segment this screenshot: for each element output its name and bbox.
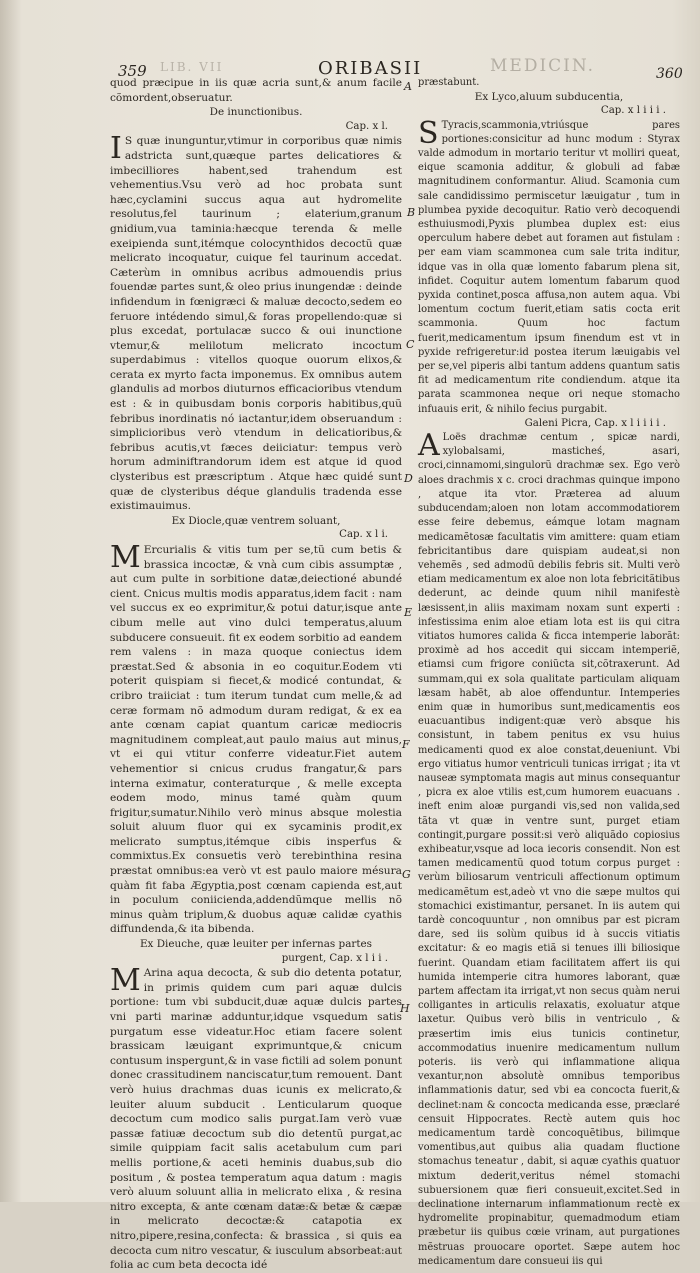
section-heading [418, 90, 680, 104]
section-heading [110, 105, 402, 120]
margin-letter-h: H [400, 1002, 410, 1015]
section-heading [110, 514, 402, 529]
chapter-label [110, 528, 402, 543]
margin-letter-c: C [406, 338, 415, 351]
gutter-shadow [0, 0, 22, 1202]
margin-letter-a: A [404, 80, 412, 93]
left-column [110, 76, 402, 1273]
paragraph-text: Ex Dieuche, quæ leuiter per infernas partes [139, 938, 373, 951]
page-number-right: 360 [656, 66, 683, 82]
paragraph-text: Cap. x l i. [339, 529, 388, 541]
drop-cap: M [110, 963, 141, 999]
margin-letter-e: E [404, 606, 413, 619]
drop-cap: S [418, 115, 439, 151]
paragraph-text: purgent, Cap. x l i i . [281, 952, 388, 964]
paragraph-text: Ercurialis & vitis tum per se,tũ cum betis & brassica incoctæ, & vnà cum cibis assumptæ , aut cum pulte in sorbitione datæ,deiectioné abundé cient. Cnicus multis modis apparatus,idem facit : nam vel succus ex eo exprimitur,& potui datur,isque ante cibum melle aut vino dulci temperatus,aluum subducere consueuit. fit ex eodem sorbitio ad eandem rem valens : in maza quoque coniectus idem præstat.Sed & absonia in eo coquitur.Eodem vti poterit quispiam si fiecet,& modicé contundat, & cribro traiiciat : tum iterum tundat cum melle,& ad ceræ formam nõ admodum duram redigat, & ex ea ante cœnam capiat quantum caricæ mediocris magnitudinem compleat,aut paulo maius aut minus, vt ei qui vtitur conferre videatur.Fiet autem vehementior si cnicus crudus frangatur,& pars interna eximatur, conteraturque , & melle excepta eodem modo, minus tamé quàm quum frigitur,sumatur.Nihilo verò minus absque molestia soluit aluum fluor qui ex sycaminis prodit,ex melicrato sumptus,itémque cibis insperfus & commixtus.Ex consuetis verò terebinthina resina præstat omnibus:ea verò vt est paulo maiore mésura quàm fit faba Ægyptia,post cœnam capienda est,aut in poculum coniicienda,addendũmque mellis nõ minus quàm triplum,& duobus aquæ calidæ cyathis diffundenda,& ita bibenda. [110, 544, 402, 936]
paragraph-text: Ex Diocle,quæ ventrem soluant, [171, 514, 341, 527]
drop-cap: M [110, 540, 141, 575]
paragraph-text: Galeni Picra, Cap. x l i i i i . [524, 417, 666, 429]
running-title: ORIBASII [318, 58, 423, 79]
drop-cap: I [110, 131, 122, 167]
margin-letter-b: B [407, 206, 416, 219]
section-heading [110, 937, 402, 952]
faint-bleedthrough-left: LIB. VII [160, 60, 224, 74]
margin-letter-d: D [404, 472, 413, 485]
paragraph [110, 540, 402, 937]
paragraph-text: quod præcipue in iis quæ acria sunt,& anum facile cõmordent,obseruatur. [110, 77, 402, 104]
paragraph-text: Tyracis,scammonia,vtriúsque pares portiones:consicitur ad hunc modum : Styrax valde admodum in mortario teritur vt molliri queat, eique scamonia additur, & globuli ad fabæ magnitudinem conformantur. Aliud. Scamonia cum sale candidissimo permiscetur læuigatur , tum in plumbea pyxide decoquitur. Ratio verò decoquendi esthuiusmodi,Pyxis plumbea duplex est: eius operculum habere debet aut foramen aut fistulam : per eam viam scammonea cum sale trita inditur, idque vas in olla quæ lomento fabarum plena sit, infidet. Coquitur autem lomentum fabarum quod pyxida continet,posca affusa,non autem aqua. Vbi lomentum coctum fuerit,etiam satis cocta erit scammonia. Quum hoc factum fuerit,medicamentum ipsum finendum est vt in pyxide refrigeretur:id postea iterum læuigabis vel per se,vel piperis albi tantum addens quantum satis fit ad medicamentum rite condiendum. atque ita parata scammonea neque ori neque stomacho infuauis erit, & nihilo fecius purgabit. [418, 119, 680, 415]
faint-bleedthrough-right: MEDICIN. [490, 56, 596, 76]
chapter-label [418, 104, 680, 118]
paragraph [418, 76, 680, 90]
paragraph [418, 115, 680, 417]
paragraph [110, 76, 402, 105]
paragraph [418, 428, 680, 1269]
chapter-label [418, 417, 680, 431]
paragraph-text: Cap. x l. [345, 120, 388, 132]
drop-cap: A [418, 428, 440, 464]
right-column [418, 76, 680, 1269]
paragraph-text: Loës drachmæ centum , spicæ nardi, xylobalsami, masticheś, asari, croci,cinnamomi,singulorũ drachmæ sex. Ego verò aloes drachmis x c. croci drachmas quinque impono , atque ita vtor. Præterea ad aluum subducendam;aloen non lotam accommodatiorem esse feire debemus, eámque lotam magnam medicamẽtosæ facultatis vim amittere: quam etiam febricitantibus dare quispiam audeat,si non vehemẽs , sed admodũ debilis febris sit. Multi verò etiam medicamentum ex aloe non lota febricitãtibus dederunt, ac deinde quum nihil manifestè læsissent,in aliis maximam noxam sunt experti : infestissima enim aloe etiam lota est iis qui citra vitiatos humores calida & ficca intemperie laborãt: proximè ad hos accedit qui siccam intemperiẽ, etiamsi cum frigore coniũcta sit,cõtraxerunt. Ad summam,qui ex sola qualitate particulam aliquam læsam habẽt, ab aloe offenduntur. Intemperies enim quæ in humoribus sunt,medicamentis eos euacuantibus indigent:quæ verò absque his consistunt, in tabem penitus ex vsu huius medicamenti quod ex aloe constat,deueniunt. Vbi ergo vitiatus humor ventriculi tunicas irrigat ; ita vt nauseæ symptomata magis aut minus consequantur , picra ex aloe vtilis est,cum humorem euacuans . ineft enim aloæ purgandi vis,sed non valida,sed tãta vt quæ in ventre sunt, purget etiam contingit,purgare possit:si verò aliquãdo copiosius exhibeatur,vsque ad loca iecoris consendit. Non est tamen medicamentũ quod totum corpus purget : verùm biliosarum ventriculi affectionum optimum medicamẽtum est,adeò vt vno die sæpe multos qui stomachici existimantur, persanet. In iis autem qui tardè concoquuntur , non omnibus par est picram dare, sed iis solùm quibus id à succis vitiatis excitatur: & eo magis etiã si tenues illi biliosique fuerint. Quandam etiam facilitatem affert iis qui humida intemperie citra humores laborant, quæ partem affectam ita irrigat,vt non secus quàm nerui colligantes in articulis relaxatis, exoluatur atque laxetur. Quibus verò bilis in ventriculo , & præsertim imis eius tunicis continetur, accommodatius inuenire medicamentum nullum poteris. iis verò qui inflammatione aliqua vexantur,non absolutè omnibus temporibus inflammationis datur, sed vbi ea concocta fuerit,& declinet:nam & concocta medicanda esse, præclaré censuit Hippocrates. Rectè autem quis hoc medicamentum tardè concoquẽtibus, bilimque vomentibus,aut quibus alia quadam fluctione stomachus teneatur , dabit, si aquæ cyathis quatuor mixtum dederit,veritus némel stomachi subuersionem quæ fieri consueuit,excitet.Sed in declinatione internarum inflammationum rectè ex hydromelite propinabitur, quemadmodum etiam præbetur iis quibus cœie vrinam, aut purgationes mẽstruas prouocare oportet. Sæpe autem hoc medicamentum dare consueui iis qui [418, 432, 680, 1267]
paragraph-text: Arina aqua decocta, & sub dio detenta potatur, in primis quidem cum pari aquæ dulcis portione: tum vbi subducit,duæ aquæ dulcis partes vni parti marinæ adduntur,idque vsquedum satis purgatum esse videatur.Hoc etiam facere solent brassicam læuigant exprimuntque,& cnicum contusum inspergunt,& in vase fictili ad solem ponunt donec crassitudinem nanciscatur,tum remouent. Dant verò huius drachmas duas icunis ex melicrato,& leuiter aluum subducit . Lenticularum quoque decoctum cum modico salis purgat.Iam verò vuæ passæ fatiuæ decoctum sub dio detentũ purgat,ac simile quippiam facit salis acetabulum cum pari mellis portione,& aceti heminis duabus,sub dio positum , & postea temperatum aqua datum : magis verò aluum soluunt allia in melicrato elixa , & resina nitro excepta, & ante cœnam datæ:& betæ & cæpæ in melicrato decoctæ:& catapotia ex nitro,pipere,resina,confecta: & brassica , si quis ea decocta cum nitro vescatur, & iusculum absorbeat:aut folia ac cum beta decocta idé [110, 967, 402, 1272]
paragraph-text: Ex Lyco,aluum subducentia, [474, 91, 624, 104]
page-number-left: 359 [118, 62, 147, 80]
paragraph-text: S quæ inunguntur,vtimur in corporibus quæ nimis adstricta sunt,quæque partes delicatiores & imbecilliores habent,sed trahendum est vehementius.Vsu verò ad hoc probata sunt hæc,cyclamini succus aqua aut hydromelite resolutus,fel taurinum ; elaterium,granum gnidium,vua taminia:hæcque terenda & melle exeipienda sunt,itémque colocynthidos decoctũ quæ melicrato incoquatur, cuique fel taurinum accedat. Cæterùm in omnibus acribus admouendis prius fouendæ partes sunt,& oleo prius inungendæ : deinde infidendum in fœnigræci & maluæ decocto,sedem eo feruore intédendo simul,& foras propellendo:quæ si plus excedat, portulacæ succo & oui inunctione vtemur,& melilotum melicrato incoctum superdabimus : vitellos quoque ouorum elixos,& cerata ex myrto facta imponemus. Ex omnibus autem glandulis ad morbos diuturnos efficacioribus vtendum est : & in quibusdam bonis corporis habitibus,quũ febribus inordinatis nó iactantur,idem obseruandum : simplicioribus verò vtendum in delicatioribus,& febribus acutis,vt fæces deiiciatur: tempus verò horum adminiftrandorum idem est atque id quod clysteribus est præscriptum . Atque hæc quidé sunt quæ de clysteribus déque glandulis tradenda esse existimauimus. [110, 135, 402, 513]
paragraph-text: Cap. x l i i i . [600, 105, 666, 117]
margin-letter-g: G [402, 868, 411, 881]
paragraph-text: De inunctionibus. [209, 106, 303, 119]
paragraph [110, 963, 402, 1272]
chapter-label [110, 120, 402, 135]
margin-letter-f: F [402, 738, 410, 751]
paragraph [110, 131, 402, 513]
chapter-label [110, 952, 402, 967]
paragraph-text: præstabunt. [418, 77, 480, 88]
